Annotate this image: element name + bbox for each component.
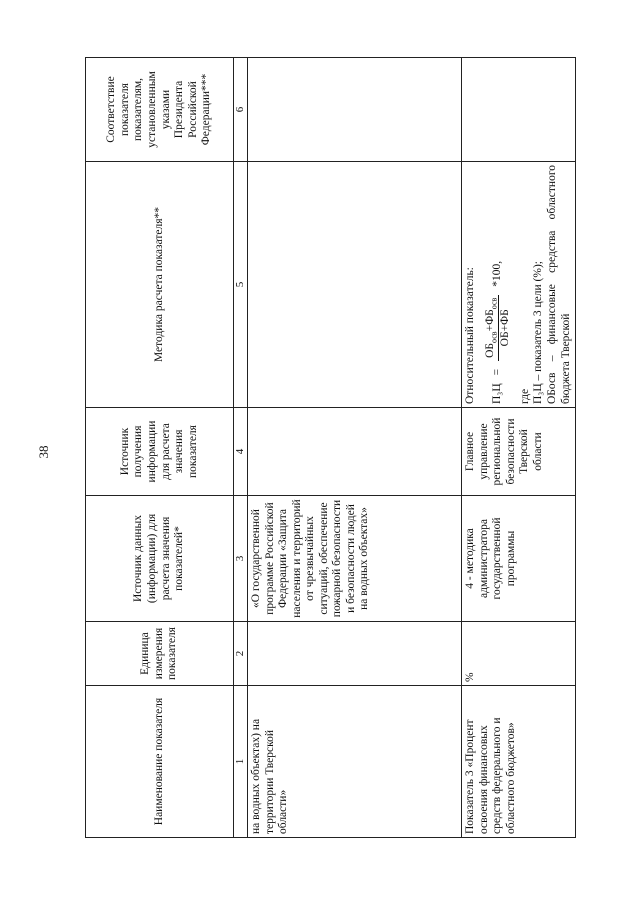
table-row [461,58,575,838]
column-number: 2 [234,622,248,686]
header-indicator-name: Наименование показателя [86,686,234,838]
indicator-name-cell: Показатель 3 «Процент освоения финансовых средств федерального и областного бюджетов» [461,686,575,838]
table-row [247,58,461,838]
method-where: где [518,388,531,404]
compliance-cell [461,58,575,162]
formula-numerator: $ОБ_{осв}+ФБ_{осв}$ [484,295,500,361]
info-source-cell [247,408,461,496]
method-definition: П₃Ц – показатель 3 цели (%); [532,261,545,404]
column-number: 3 [234,496,248,622]
rotated-table-container [85,58,572,838]
method-cell [247,162,461,408]
page-number: 38 [36,445,51,459]
header-method: Методика расчета показателя** [86,162,234,408]
data-source-cell: 4 - методика администратора государственной программы [461,496,575,622]
column-number-row [234,58,248,838]
method-cell [461,162,575,408]
column-number: 4 [234,408,248,496]
column-number: 5 [234,162,248,408]
data-source-cell: «О государственной программе Российской Федерации «Защита населения и территорий от чрезвычайных ситуаций, обеспечение пожарной безопасности и безопасности людей на водных объектах» [247,496,461,622]
formula [484,165,513,404]
method-intro: Относительный показатель: [463,267,476,404]
column-number: 1 [234,686,248,838]
header-compliance: Соответствие показателя показателям, установленным указами Президента Российской Федерации*** [86,58,234,162]
header-info-source: Источник получения информации для расчета значения показателя [86,408,234,496]
formula-equals: = [491,368,504,376]
indicator-name-cell: на водных объектах) на территории Тверской области» [247,686,461,838]
formula-lhs: П₃Ц [491,383,504,404]
header-unit: Единица измерения показателя [86,622,234,686]
formula-denominator: ОБ+ФБ [499,309,512,347]
indicators-table [85,57,576,838]
method-definition: ОБосв – финансовые средства областного бюджета Тверской [545,165,572,404]
unit-cell: % [461,622,575,686]
column-number: 6 [234,58,248,162]
unit-cell [247,622,461,686]
formula-fraction [484,295,513,361]
compliance-cell [247,58,461,162]
header-data-source: Источник данных (информации) для расчета значения показателей* [86,496,234,622]
formula-multiplier: *100, [491,260,504,287]
info-source-cell: Главное управление региональной безопасности Тверской области [461,408,575,496]
